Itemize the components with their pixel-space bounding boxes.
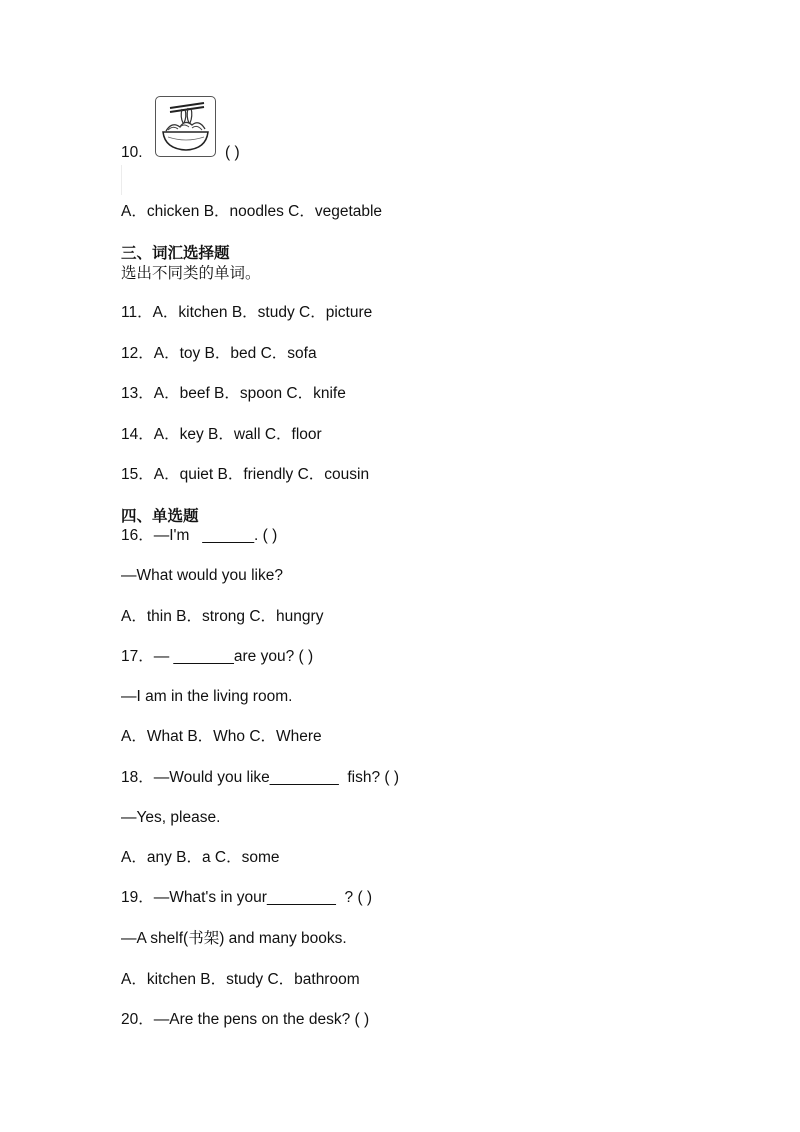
margin-marker	[121, 165, 122, 195]
noodles-bowl-icon	[155, 96, 216, 157]
question-12: 12．A．toy B．bed C．sofa	[121, 345, 317, 362]
section-3-instruction: 选出不同类的单词。	[121, 264, 261, 282]
question-16-options: A．thin B．strong C．hungry	[121, 608, 324, 625]
question-16-reply: —What would you like?	[121, 567, 283, 584]
question-18-stem: 18．—Would you like________ fish? ( )	[121, 769, 400, 786]
question-18-reply: —Yes, please.	[121, 809, 221, 826]
question-17-stem: 17．— _______are you? ( )	[121, 648, 314, 665]
question-19-options: A．kitchen B．study C．bathroom	[121, 971, 360, 988]
question-13: 13．A．beef B．spoon C．knife	[121, 385, 346, 402]
section-3-title: 三、词汇选择题	[121, 244, 230, 262]
question-11: 11．A．kitchen B．study C．picture	[121, 304, 373, 321]
question-18-options: A．any B．a C．some	[121, 849, 280, 866]
question-19-stem: 19．—What's in your________ ? ( )	[121, 889, 373, 906]
question-10-number: 10.	[121, 144, 143, 161]
question-16-stem: 16．—I'm ______. ( )	[121, 527, 278, 544]
question-14: 14．A．key B．wall C．floor	[121, 426, 322, 443]
question-10-options: A．chicken B．noodles C．vegetable	[121, 203, 383, 220]
question-20-stem: 20．—Are the pens on the desk? ( )	[121, 1011, 370, 1028]
question-15: 15．A．quiet B．friendly C．cousin	[121, 466, 370, 483]
question-19-reply: —A shelf(书架) and many books.	[121, 930, 347, 947]
question-17-options: A．What B．Who C．Where	[121, 728, 322, 745]
section-4-title: 四、单选题	[121, 507, 199, 525]
question-17-reply: —I am in the living room.	[121, 688, 293, 705]
question-10-paren: ( )	[225, 144, 240, 161]
